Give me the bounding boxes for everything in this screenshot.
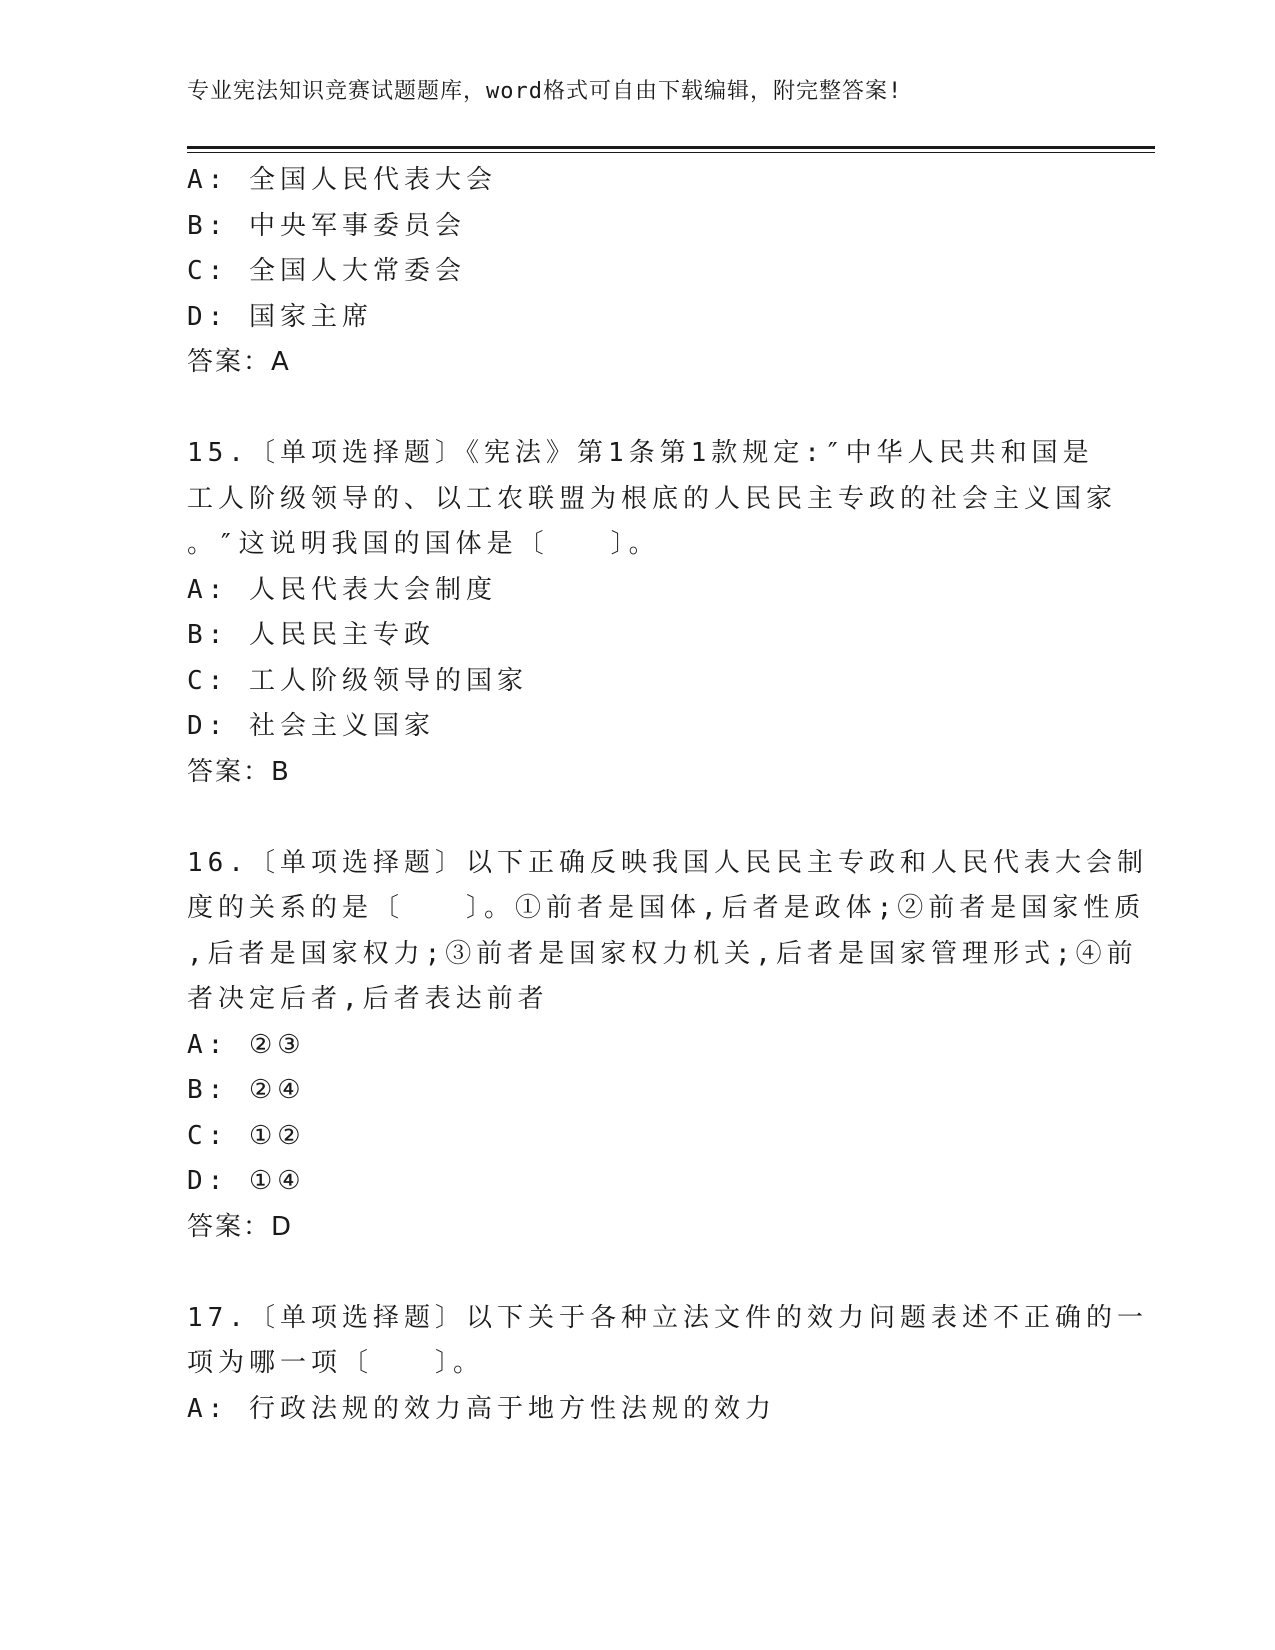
spacer	[187, 795, 1087, 841]
question-text-line: 项为哪一项〔 〕。	[187, 1348, 485, 1378]
spacer	[187, 386, 1087, 432]
header-rule-thin	[187, 152, 1155, 153]
option-d: D: 国家主席	[187, 301, 373, 332]
question-text-line: 17.〔单项选择题〕以下关于各种立法文件的效力问题表述不正确的一	[187, 1302, 1148, 1333]
question-block-15	[187, 431, 1118, 795]
question-text-line: 15.〔单项选择题〕《宪法》第1条第1款规定:″中华人民共和国是	[187, 438, 1094, 468]
question-content	[187, 158, 1148, 1432]
option-a: A: ②③	[187, 1029, 306, 1060]
option-d: D: ①④	[187, 1166, 306, 1196]
question-block-17	[187, 1296, 1148, 1433]
option-a: A: 行政法规的效力高于地方性法规的效力	[187, 1393, 776, 1424]
option-a: A: 人民代表大会制度	[187, 574, 497, 605]
answer-label: 答案：D	[187, 1211, 294, 1242]
question-text-line: 度的关系的是〔 〕。①前者是国体,后者是政体;②前者是国家性质	[187, 893, 1146, 923]
option-c: C: 全国人大常委会	[187, 256, 466, 286]
option-b: B: 人民民主专政	[187, 620, 435, 650]
question-text-line: 。″这说明我国的国体是〔 〕。	[187, 529, 660, 559]
option-a: A: 全国人民代表大会	[187, 165, 497, 195]
page-header: 专业宪法知识竞赛试题题库，word格式可自由下载编辑，附完整答案!	[187, 79, 903, 104]
question-text-line: ,后者是国家权力;③前者是国家权力机关,后者是国家管理形式;④前	[187, 938, 1138, 969]
option-b: B: 中央军事委员会	[187, 210, 466, 241]
header-rule-thick	[187, 146, 1155, 149]
spacer	[187, 1250, 1087, 1296]
answer-label: 答案：B	[187, 756, 291, 787]
option-b: B: ②④	[187, 1075, 306, 1105]
option-c: C: ①②	[187, 1120, 306, 1151]
option-d: D: 社会主义国家	[187, 711, 435, 741]
question-text-line: 工人阶级领导的、以工农联盟为根底的人民民主专政的社会主义国家	[187, 483, 1118, 514]
option-c: C: 工人阶级领导的国家	[187, 665, 528, 696]
question-text-line: 者决定后者,后者表达前者	[187, 984, 549, 1014]
question-block-14	[187, 158, 1087, 386]
question-block-16	[187, 841, 1148, 1251]
question-text-line: 16.〔单项选择题〕以下正确反映我国人民民主专政和人民代表大会制	[187, 847, 1148, 878]
answer-label: 答案：A	[187, 347, 291, 377]
